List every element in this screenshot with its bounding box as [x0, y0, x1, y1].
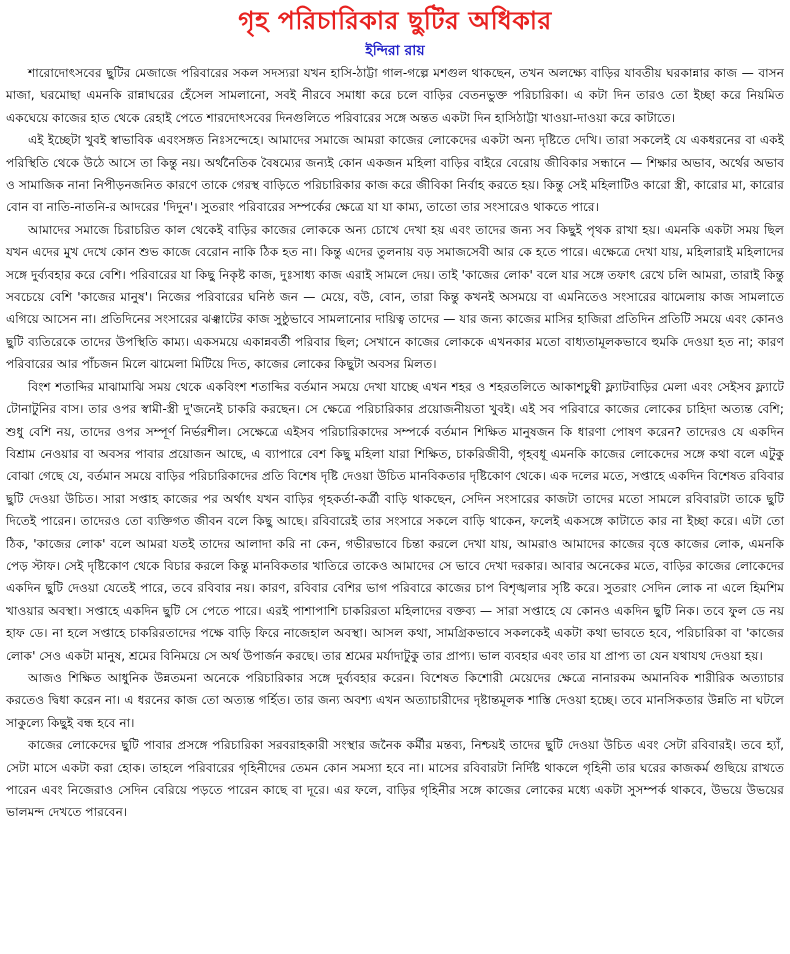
article-author: ইন্দিরা রায়: [365, 43, 425, 59]
article-body: [6, 62, 784, 824]
article-paragraph-1: শারোদোৎসবের ছুটির মেজাজে পরিবারের সকল সদস্যরা যখন হাসি-ঠাট্টা গাল-গল্পে মশগুল থাকছেন, তখন অলক্ষ্যে বাড়ির যাবতীয় ঘরকান্নার কাজ — বাসন মাজা, ঘরমোছা এমনকি রান্নাঘরের হেঁসেল সামলানো, সবই নীরবে সমাধা করে চলে বাড়ির বেতনভুক্ত পরিচারিকা। এ কটা দিন তারও তো ইচ্ছা করে নিয়মিত একঘেয়ে কাজের হাত থেকে রেহাই পেতে শারদোৎসবের দিনগুলিতে পরিবারের সঙ্গে অন্তত একটা দিন হাসিঠাট্টা খাওয়া-দাওয়া করে কাটাতে।: [6, 66, 784, 125]
article-title: গৃহ পরিচারিকার ছুটির অধিকার: [238, 6, 552, 35]
article-paragraph-4: বিংশ শতাব্দির মাঝামাঝি সময় থেকে একবিংশ শতাব্দির বর্তমান সময়ে দেখা যাচ্ছে এখন শহর ও শহরতলিতে আকাশচুম্বী ফ্ল্যাটবাড়ির মেলা এবং সেইসব ফ্ল্যাটে টোনাটুনির বাস। তার ওপর স্বামী-স্ত্রী দু'জনেই চাকরি করছেন। সে ক্ষেত্রে পরিচারিকার প্রয়োজনীয়তা খুবই। এই সব পরিবারে কাজের লোকের চাহিদা অত্যন্ত বেশি; শুধু বেশি নয়, তাদের ওপর সম্পূর্ণ নির্ভরশীল। সেক্ষেত্রে এইসব পরিচারিকাদের সম্পর্কে বর্তমান শিক্ষিত মানুষজন কি ধারণা পোষণ করেন? তাদেরও যে একদিন বিশ্রাম নেওয়ার বা অবসর পাবার প্রয়োজন আছে, এ ব্যাপারে বেশ কিছু মহিলা যারা শিক্ষিত, চাকরিজীবী, গৃহবধূ এমনকি কাজের লোকেদের সঙ্গে কথা বলে এটুকু বোঝা গেছে যে, বর্তমান সময়ে বাড়ির পরিচারিকাদের প্রতি বিশেষ দৃষ্টি দেওয়া উচিত মানবিকতার দৃষ্টিকোণ থেকে। এক দলের মতে, সপ্তাহে একদিন বিশেষত রবিবার ছুটি দেওয়া উচিত। সারা সপ্তাহ কাজের পর অর্থাৎ যখন বাড়ির গৃহকর্তা-কর্ত্রী বাড়ি থাকছেন, সেদিন সংসারের কাজটা তাদের মতো সামলে রবিবারটা তাকে ছুটি দিতেই পারেন। তাদেরও তো ব্যক্তিগত জীবন বলে কিছু আছে। রবিবারেই তার সংসারে সকলে বাড়ি থাকেন, ফলেই একসঙ্গে কাটাতে কার না ইচ্ছা করে। এটা তো ঠিক, 'কাজের লোক' বলে আমরা যতই তাদের আলাদা করি না কেন, গভীরভাবে চিন্তা করলে দেখা যায়, আমরাও আমাদের কাজের বৃত্তে কাজের লোক, এমনকি পেড় স্টাফ। সেই দৃষ্টিকোণ থেকে বিচার করলে কিন্তু মানবিকতার খাতিরে তাকেও আমাদের সে ভাবে দেখা দরকার। আবার অনেকের মতে, বাড়ির কাজের লোকেদের একদিন ছুটি দেওয়া যেতেই পারে, তবে রবিবার নয়। কারণ, রবিবার বেশির ভাগ পরিবারে কাজের চাপ বিশৃঙ্খলার সৃষ্টি করে। সুতরাং সেদিন লোক না এলে হিমশিম খাওয়ার অবস্থা। সপ্তাহে একদিন ছুটি সে পেতে পারে। এরই পাশাপাশি চাকরিরতা মহিলাদের বক্তব্য — সারা সপ্তাহে যে কোনও একদিন ছুটি নিক। তবে ফুল ডে নয় হাফ ডে। না হলে সপ্তাহে চাকরিরতাদের পক্ষে বাড়ি ফিরে নাজেহাল অবস্থা। আসল কথা, সামগ্রিকভাবে সকলকেই একটা কথা ভাবতে হবে, পরিচারিকা বা 'কাজের লোক' সেও একটা মানুষ, শ্রমের বিনিময়ে সে অর্থ উপার্জন করছে। তার শ্রমের মর্যাদাটুকু তার প্রাপ্য। ভাল ব্যবহার এবং তার যা প্রাপ্য তা যেন যথাযথ দেওয়া হয়।: [6, 379, 784, 663]
article-paragraph-6: কাজের লোকেদের ছুটি পাবার প্রসঙ্গে পরিচারিকা সরবরাহকারী সংস্থার জনৈক কর্মীর মন্তব্য, নিশ্চয়ই তাদের ছুটি দেওয়া উচিত এবং সেটা রবিবারই। তবে হ্যাঁ, সেটা মাসে একটা করা হোক। তাহলে পরিবারের গৃহিনীদের তেমন কোন সমস্যা হবে না। মাসের রবিবারটা নির্দিষ্ট থাকলে গৃহিনী তার ঘরের কাজকর্ম গুছিয়ে রাখতে পারেন এবং নিজেরাও সেদিন বেরিয়ে পড়তে পারেন কাছে বা দূরে। এর ফলে, বাড়ির গৃহিনীর সঙ্গে কাজের লোকের মধ্যে একটা সুসম্পর্ক থাকবে, উভয়ে উভয়ের ভালমন্দ দেখতে পারবেন।: [6, 738, 784, 820]
article-paragraph-3: আমাদের সমাজে চিরাচরিত কাল থেকেই বাড়ির কাজের লোককে অন্য চোখে দেখা হয় এবং তাদের জন্য সব কিছুই পৃথক রাখা হয়। এমনকি একটা সময় ছিল যখন এদের মুখ দেখে কোন শুভ কাজে বেরোন নাকি ঠিক হত না। কিন্তু এদের তুলনায় বড় সমাজসেবী আর কে হতে পারে। এক্ষেত্রে দেখা যায়, মহিলারাই মহিলাদের সঙ্গে দুর্ব্যবহার করে বেশি। পরিবারের যা কিছু নিকৃষ্ট কাজ, দুঃসাধ্য কাজ এরাই সামলে দেয়। তাই 'কাজের লোক' বলে যার সঙ্গে তফাৎ রেখে চলি আমরা, তারাই কিন্তু সবচেয়ে বেশি 'কাজের মানুষ'। নিজের পরিবারের ঘনিষ্ঠ জন — মেয়ে, বউ, বোন, তারা কিন্তু কখনই অসময়ে বা এমনিতেও সংসারের ঝামেলায় কাজ সামলাতে এগিয়ে আসেন না। প্রতিদিনের সংসারের ঝঞ্ঝাটের কাজ সুষ্ঠুভাবে সামলানোর দায়িত্ব তাদের — যার জন্য কাজের মাসির হাজিরা প্রতিদিন প্রতিটি সময়ে এবং কোনও ছুটি ব্যতিরেকে তাদের উপস্থিতি কাম্য। একসময়ে একান্নবর্তী পরিবার ছিল; সেখানে কাজের লোককে এখনকার মতো বাধ্যতামূলকভাবে হুমকি দেওয়া হত না; কারণ পরিবারের আর পাঁচজন মিলে ঝামেলা মিটিয়ে দিত, কাজের লোকের কিছুটা অবসর মিলত।: [6, 222, 784, 372]
article-paragraph-2: এই ইচ্ছেটা খুবই স্বাভাবিক এবংসঙ্গত নিঃসন্দেহে। আমাদের সমাজে আমরা কাজের লোকেদের একটা অন্য দৃষ্টিতে দেখি। তারা সকলেই যে একধরনের বা একই পরিস্থিতি থেকে উঠে আসে তা কিন্তু নয়। অর্থনৈতিক বৈষম্যের জন্যই কোন একজন মহিলা বাড়ির বাইরে বেরোয় জীবিকার সন্ধানে — শিক্ষার অভাব, অর্থের অভাব ও সামাজিক নানা নিপীড়নজনিত কারণে তাকে গেরস্থ বাড়িতে পরিচারিকার কাজ করে জীবিকা নির্বাহ করতে হয়। কিন্তু সেই মহিলাটিও কারো স্ত্রী, কারোর মা, কারোর বোন বা নাতি-নাতনি-র আদরের 'দিদুন'। সুতরাং পরিবারের সম্পর্কের ক্ষেত্রে যা যা কাম্য, তাতো তার সংসারেও থাকতে পারে।: [6, 133, 784, 215]
article-paragraph-5: আজও শিক্ষিত আধুনিক উন্নতমনা অনেকে পরিচারিকার সঙ্গে দুর্ব্যবহার করেন। বিশেষত কিশোরী মেয়েদের ক্ষেত্রে নানারকম অমানবিক শারীরিক অত্যাচার করতেও দ্বিধা করেন না। এ ধরনের কাজ তো অত্যন্ত গর্হিত। তার জন্য অবশ্য এখন অত্যাচারীদের দৃষ্টান্তমূলক শাস্তি দেওয়া হচ্ছে। তবে মানসিকতার উন্নতি না ঘটলে সাকুল্যে কিছুই বন্ধ হবে না।: [6, 670, 784, 730]
